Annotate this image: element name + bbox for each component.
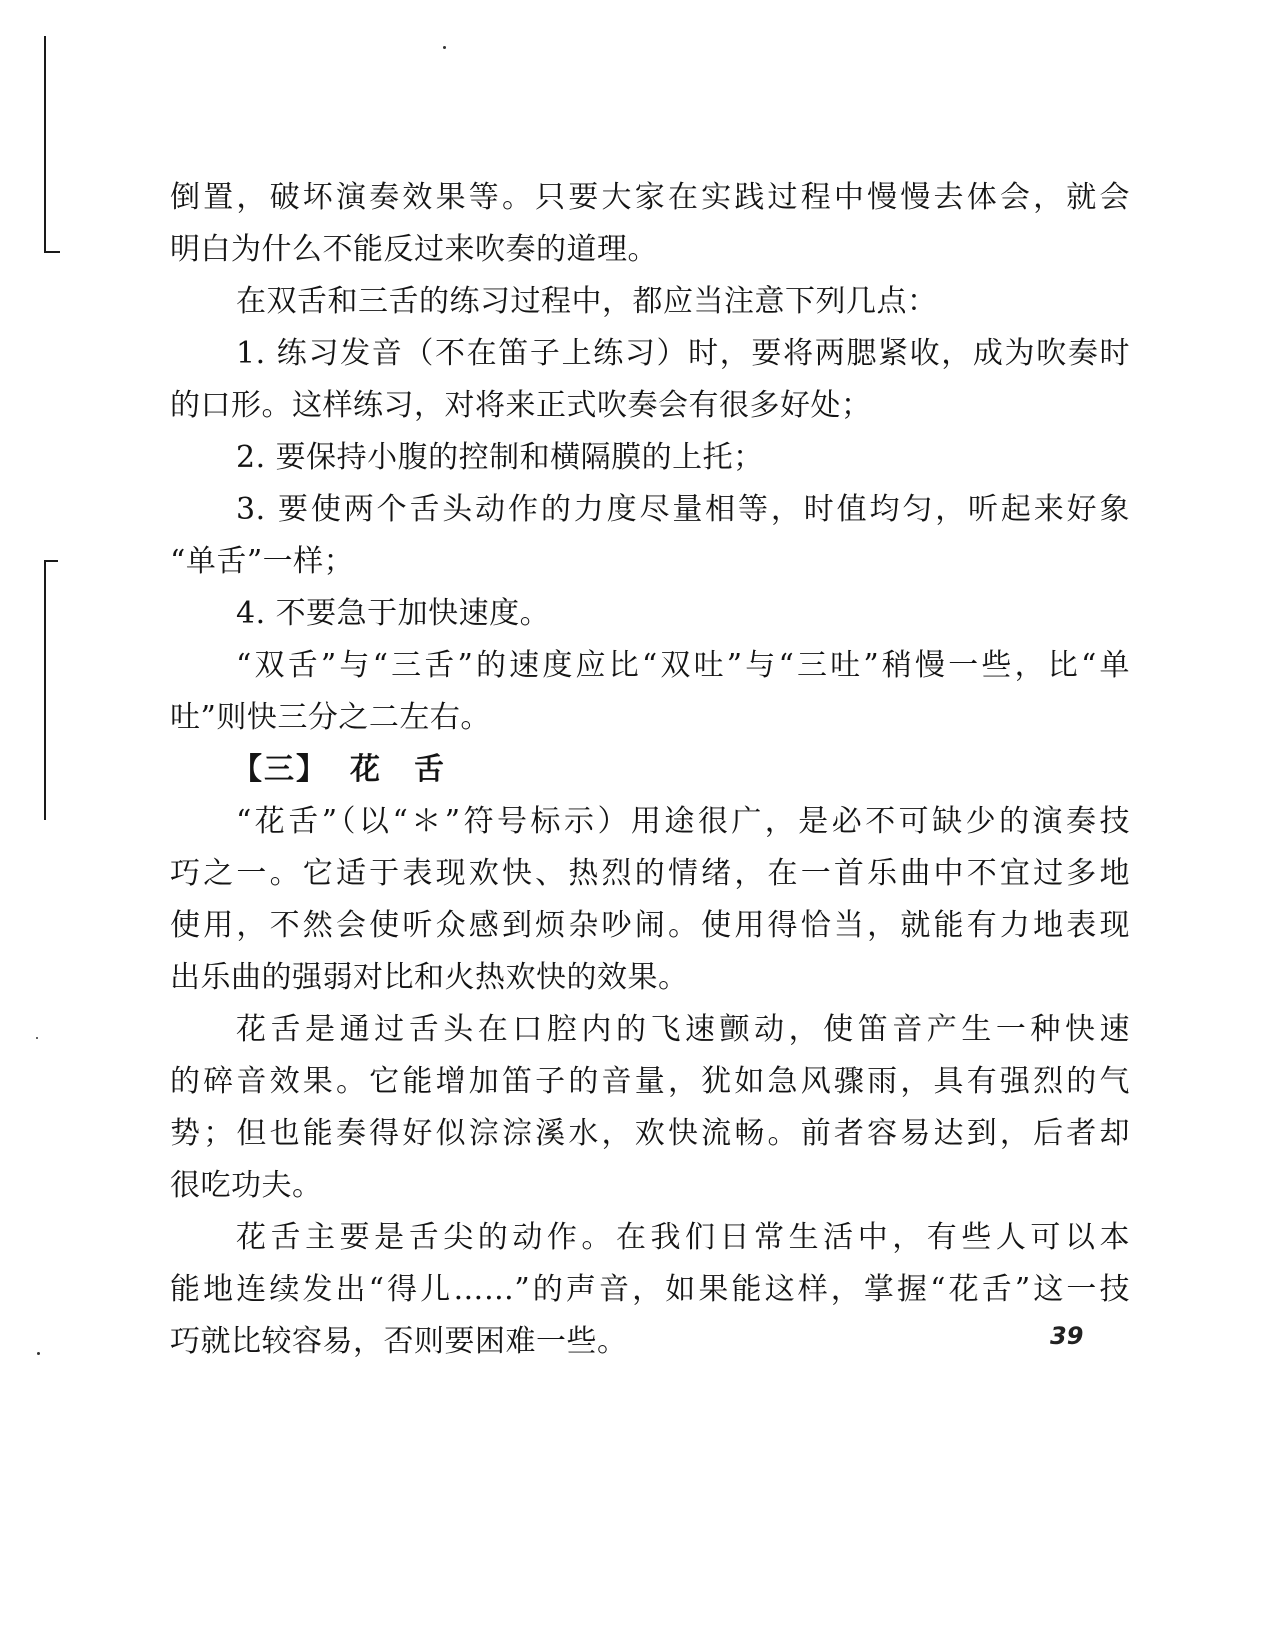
text-line: 花舌主要是舌尖的动作。在我们日常生活中，有些人可以本	[236, 1220, 1130, 1255]
text-line: 出乐曲的强弱对比和火热欢快的效果。	[170, 960, 689, 995]
paragraph	[170, 1004, 1130, 1212]
text-line: 势；但也能奏得好似淙淙溪水，欢快流畅。前者容易达到，后者却	[170, 1116, 1130, 1151]
text-line: 使用，不然会使听众感到烦杂吵闹。使用得恰当，就能有力地表现	[170, 908, 1130, 943]
text-line: 吐”则快三分之二左右。	[170, 700, 491, 735]
paragraph	[170, 172, 1130, 276]
margin-tick	[44, 251, 60, 253]
page-number: 39	[1050, 1322, 1084, 1350]
margin-rule	[44, 36, 46, 251]
text-line: 能地连续发出“得儿……”的声音，如果能这样，掌握“花舌”这一技	[170, 1272, 1130, 1307]
text-line: 在双舌和三舌的练习过程中，都应当注意下列几点：	[236, 284, 938, 319]
text-line: 的碎音效果。它能增加笛子的音量，犹如急风骤雨，具有强烈的气	[170, 1064, 1130, 1099]
text-line: “花舌”（以“＊”符号标示）用途很广，是必不可缺少的演奏技	[236, 804, 1130, 839]
text-line: 1. 练习发音（不在笛子上练习）时，要将两腮紧收，成为吹奏时	[236, 336, 1130, 371]
section-number: 【三】	[232, 752, 328, 787]
text-line: 明白为什么不能反过来吹奏的道理。	[170, 232, 658, 267]
margin-rule	[44, 560, 46, 820]
paragraph	[170, 276, 1130, 328]
text-line: 4. 不要急于加快速度。	[236, 596, 551, 631]
text-line: 巧之一。它适于表现欢快、热烈的情绪，在一首乐曲中不宜过多地	[170, 856, 1130, 891]
scan-speck	[36, 1037, 38, 1039]
list-item	[170, 484, 1130, 588]
margin-tick	[44, 560, 58, 562]
paragraph	[170, 640, 1130, 744]
scan-speck	[443, 46, 446, 49]
paragraph	[170, 796, 1130, 1004]
list-item	[170, 588, 1130, 640]
text-line: “单舌”一样；	[170, 544, 355, 579]
list-item	[170, 328, 1130, 432]
text-line: 很吃功夫。	[170, 1168, 323, 1203]
text-line: 2. 要保持小腹的控制和横隔膜的上托；	[236, 440, 764, 475]
text-line: 倒置，破坏演奏效果等。只要大家在实践过程中慢慢去体会，就会	[170, 180, 1130, 215]
page-body	[170, 172, 1130, 1368]
section-heading	[170, 744, 1130, 796]
text-line: “双舌”与“三舌”的速度应比“双吐”与“三吐”稍慢一些，比“单	[236, 648, 1130, 683]
list-item	[170, 432, 1130, 484]
text-line: 花舌是通过舌头在口腔内的飞速颤动，使笛音产生一种快速	[236, 1012, 1130, 1047]
scan-speck	[37, 1352, 40, 1355]
text-line: 3. 要使两个舌头动作的力度尽量相等，时值均匀，听起来好象	[236, 492, 1130, 527]
text-line: 的口形。这样练习，对将来正式吹奏会有很多好处；	[170, 388, 872, 423]
section-title: 花舌	[350, 752, 478, 787]
text-line: 巧就比较容易，否则要困难一些。	[170, 1324, 628, 1359]
paragraph	[170, 1212, 1130, 1368]
